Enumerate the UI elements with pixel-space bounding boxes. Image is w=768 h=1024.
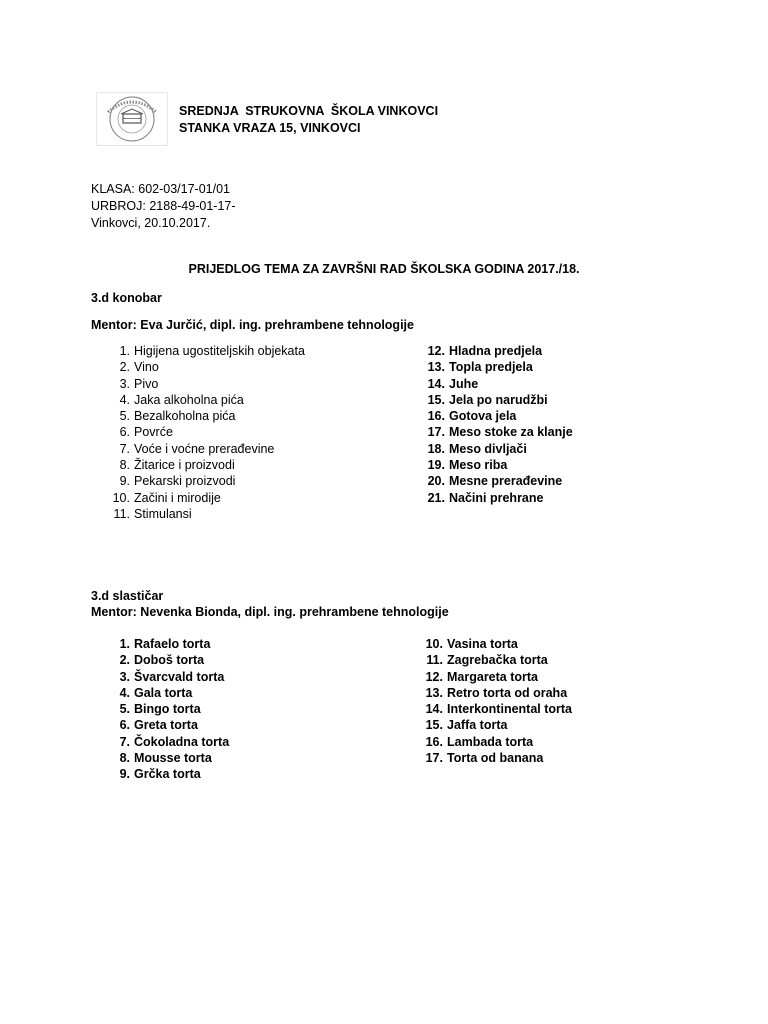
list-item: [108, 506, 305, 522]
section-heading-konobar: 3.d konobar: [91, 291, 162, 305]
list-item: [108, 473, 305, 489]
list-item-text: Jaffa torta: [447, 718, 508, 733]
list-item-text: Vino: [134, 360, 159, 375]
list-item-text: Jela po narudžbi: [449, 392, 548, 407]
list-item: [108, 669, 229, 685]
list-item: [421, 717, 572, 733]
list-item-number: 5.: [119, 409, 130, 424]
list-item-number: 16.: [425, 734, 443, 749]
list-item-text: Gala torta: [134, 685, 193, 700]
list-item-number: 7.: [119, 441, 130, 456]
list-item-text: Pekarski proizvodi: [134, 474, 236, 489]
list-item-text: Mousse torta: [134, 751, 212, 766]
list-item-text: Povrće: [134, 425, 173, 440]
list-item-number: 15.: [425, 718, 443, 733]
list-item-number: 8.: [119, 458, 130, 473]
list-item: [108, 685, 229, 701]
list-item-text: Načini prehrane: [449, 490, 544, 505]
school-address: STANKA VRAZA 15, VINKOVCI: [179, 121, 361, 135]
list-item-number: 11.: [426, 653, 443, 668]
list-item-text: Grčka torta: [134, 767, 201, 782]
list-item-text: Torta od banana: [447, 751, 544, 766]
list-item: [421, 750, 572, 766]
list-item-number: 16.: [427, 409, 445, 424]
list-item: [421, 685, 572, 701]
list-item-text: Bezalkoholna pića: [134, 409, 236, 424]
list-item-text: Čokoladna torta: [134, 734, 230, 749]
list-item-text: Topla predjela: [449, 360, 533, 375]
list-item-number: 13.: [425, 685, 443, 700]
list-item-number: 1.: [119, 344, 130, 358]
list-item-text: Vasina torta: [447, 637, 518, 651]
list-item: [108, 717, 229, 733]
list-item: [423, 490, 573, 506]
list-item-number: 14.: [427, 376, 445, 391]
list-item-number: 3.: [119, 376, 130, 391]
mentor-konobar: Mentor: Eva Jurčić, dipl. ing. prehrambene tehnologije: [91, 318, 414, 332]
list-item-text: Juhe: [449, 376, 479, 391]
list-item-text: Gotova jela: [449, 409, 517, 424]
list-item-text: Lambada torta: [447, 734, 534, 749]
list-item-text: Doboš torta: [134, 653, 205, 668]
list-item-number: 19.: [427, 458, 445, 473]
list-item-number: 9.: [119, 767, 130, 782]
list-item: [108, 766, 229, 782]
section-heading-slasticar: 3.d slastičar: [91, 589, 164, 603]
list-item-number: 7.: [119, 734, 130, 749]
list-item-number: 10.: [425, 637, 443, 651]
list-item: [108, 457, 305, 473]
list-item-number: 8.: [119, 751, 130, 766]
list-item-text: Zagrebačka torta: [447, 653, 548, 668]
list-item: [108, 441, 305, 457]
list-item-number: 17.: [425, 751, 443, 766]
list-item-number: 5.: [119, 702, 130, 717]
list-item-number: 4.: [119, 392, 130, 407]
list-item-number: 1.: [119, 637, 130, 651]
document-title: PRIJEDLOG TEMA ZA ZAVRŠNI RAD ŠKOLSKA GODINA 2017./18.: [188, 262, 580, 276]
list-item-text: Interkontinental torta: [447, 702, 573, 717]
mentor-slasticar: Mentor: Nevenka Bionda, dipl. ing. prehrambene tehnologije: [91, 605, 449, 619]
list-item-number: 12.: [425, 669, 443, 684]
list-item: [423, 457, 573, 473]
list-item-text: Bingo torta: [134, 702, 201, 717]
list-item-text: Margareta torta: [447, 669, 538, 684]
list-item-text: Jaka alkoholna pića: [134, 392, 244, 407]
list-item-number: 2.: [119, 653, 130, 668]
list-item-text: Meso divljači: [449, 441, 527, 456]
list-item-text: Stimulansi: [134, 506, 192, 521]
list-item: [421, 701, 572, 717]
list-item-number: 11.: [113, 506, 130, 521]
list-item-number: 6.: [119, 425, 130, 440]
list-item-text: Hladna predjela: [449, 344, 543, 358]
urbroj-line: URBROJ: 2188-49-01-17-: [91, 199, 236, 213]
list-item: [108, 636, 229, 652]
klasa-line: KLASA: 602-03/17-01/01: [91, 182, 230, 196]
list-item: [108, 652, 229, 668]
list-item-text: Pivo: [134, 376, 159, 391]
school-seal-logo: [96, 92, 168, 146]
list-item-number: 6.: [119, 718, 130, 733]
school-name: SREDNJA STRUKOVNA ŠKOLA VINKOVCI: [179, 104, 439, 118]
list-item: [421, 636, 572, 652]
list-item: [108, 490, 305, 506]
list-item-number: 17.: [427, 425, 445, 440]
list-item: [108, 750, 229, 766]
list-item-number: 20.: [427, 474, 445, 489]
list-item-number: 4.: [119, 685, 130, 700]
list-item: [108, 408, 305, 424]
list-item: [108, 343, 305, 359]
list-item: [108, 734, 229, 750]
list-item-text: Švarcvald torta: [134, 669, 225, 684]
list-item-number: 18.: [427, 441, 445, 456]
list-item: [108, 424, 305, 440]
list-item: [421, 652, 572, 668]
list-item: [423, 359, 573, 375]
list-item-text: Retro torta od oraha: [447, 685, 568, 700]
list-item: [423, 473, 573, 489]
list-item-number: 2.: [119, 360, 130, 375]
date-line: Vinkovci, 20.10.2017.: [91, 216, 211, 230]
list-item: [108, 376, 305, 392]
list-item-text: Meso riba: [449, 458, 508, 473]
list-item-number: 10.: [112, 490, 130, 505]
list-item-number: 12.: [427, 344, 445, 358]
list-item-number: 14.: [425, 702, 443, 717]
list-item-text: Rafaelo torta: [134, 637, 211, 651]
topic-list-konobar-right: [423, 343, 573, 506]
list-item-text: Mesne prerađevine: [449, 474, 563, 489]
list-item: [423, 343, 573, 359]
list-item-text: Voće i voćne prerađevine: [134, 441, 275, 456]
topic-list-slasticar-right: [421, 636, 572, 766]
list-item: [421, 669, 572, 685]
list-item: [423, 392, 573, 408]
list-item: [423, 441, 573, 457]
list-item-text: Začini i mirodije: [134, 490, 221, 505]
topic-list-slasticar-left: [108, 636, 229, 783]
list-item-text: Žitarice i proizvodi: [134, 458, 235, 473]
list-item: [108, 392, 305, 408]
list-item-number: 3.: [119, 669, 130, 684]
list-item: [108, 359, 305, 375]
list-item-text: Greta torta: [134, 718, 198, 733]
list-item-text: Higijena ugostiteljskih objekata: [134, 344, 305, 358]
list-item-text: Meso stoke za klanje: [449, 425, 573, 440]
list-item: [423, 376, 573, 392]
list-item-number: 15.: [427, 392, 445, 407]
list-item-number: 21.: [427, 490, 445, 505]
list-item: [108, 701, 229, 717]
list-item: [421, 734, 572, 750]
list-item-number: 13.: [427, 360, 445, 375]
list-item: [423, 424, 573, 440]
topic-list-konobar-left: [108, 343, 305, 522]
list-item: [423, 408, 573, 424]
list-item-number: 9.: [119, 474, 130, 489]
